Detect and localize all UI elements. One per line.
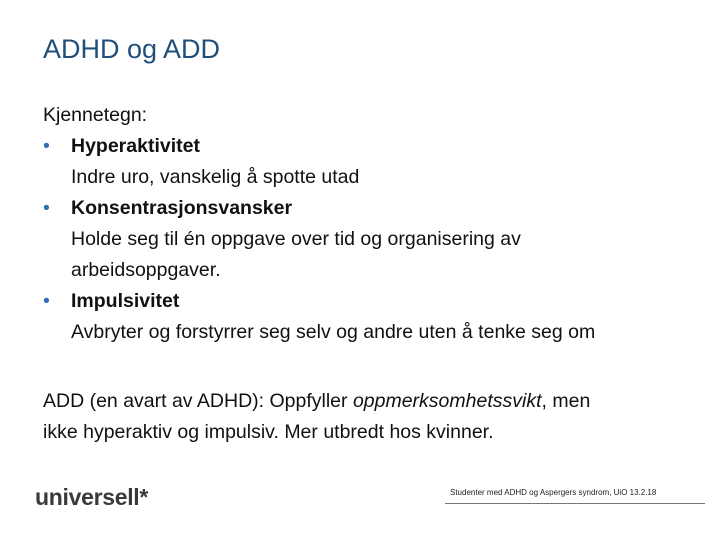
add-text-start: ADD (en avart av ADHD): Oppfyller	[43, 390, 353, 412]
add-paragraph	[43, 386, 683, 448]
slide-title: ADHD og ADD	[43, 34, 221, 64]
bullet-icon: •	[43, 290, 50, 312]
add-emphasis: oppmerksomhetssvikt	[352, 390, 542, 412]
bullet-icon: •	[43, 197, 50, 219]
bullet-description: Avbryter og forstyrrer seg selv og andre uten å tenke seg om	[71, 321, 596, 343]
universell-logo: universell*	[35, 484, 149, 510]
add-text-end: , men	[541, 390, 591, 412]
bullet-heading: Konsentrasjonsvansker	[71, 197, 293, 219]
bullet-heading: Impulsivitet	[71, 290, 180, 312]
bullet-icon: •	[43, 135, 50, 157]
bullet-item-konsentrasjonsvansker	[43, 193, 703, 286]
bullet-item-hyperaktivitet	[43, 131, 703, 193]
add-text-line2: ikke hyperaktiv og impulsiv. Mer utbredt hos kvinner.	[43, 421, 494, 443]
bullet-heading: Hyperaktivitet	[71, 135, 200, 157]
bullet-description: Indre uro, vanskelig å spotte utad	[71, 166, 360, 188]
footer-divider	[445, 503, 705, 504]
footer-caption: Studenter med ADHD og Aspergers syndrom, UiO 13.2.18	[450, 488, 657, 497]
intro-label: Kjennetegn:	[43, 104, 148, 126]
slide-content	[43, 100, 703, 348]
bullet-description: Holde seg til én oppgave over tid og organisering av	[71, 228, 521, 250]
bullet-item-impulsivitet	[43, 286, 703, 348]
bullet-description: arbeidsoppgaver.	[71, 259, 221, 281]
